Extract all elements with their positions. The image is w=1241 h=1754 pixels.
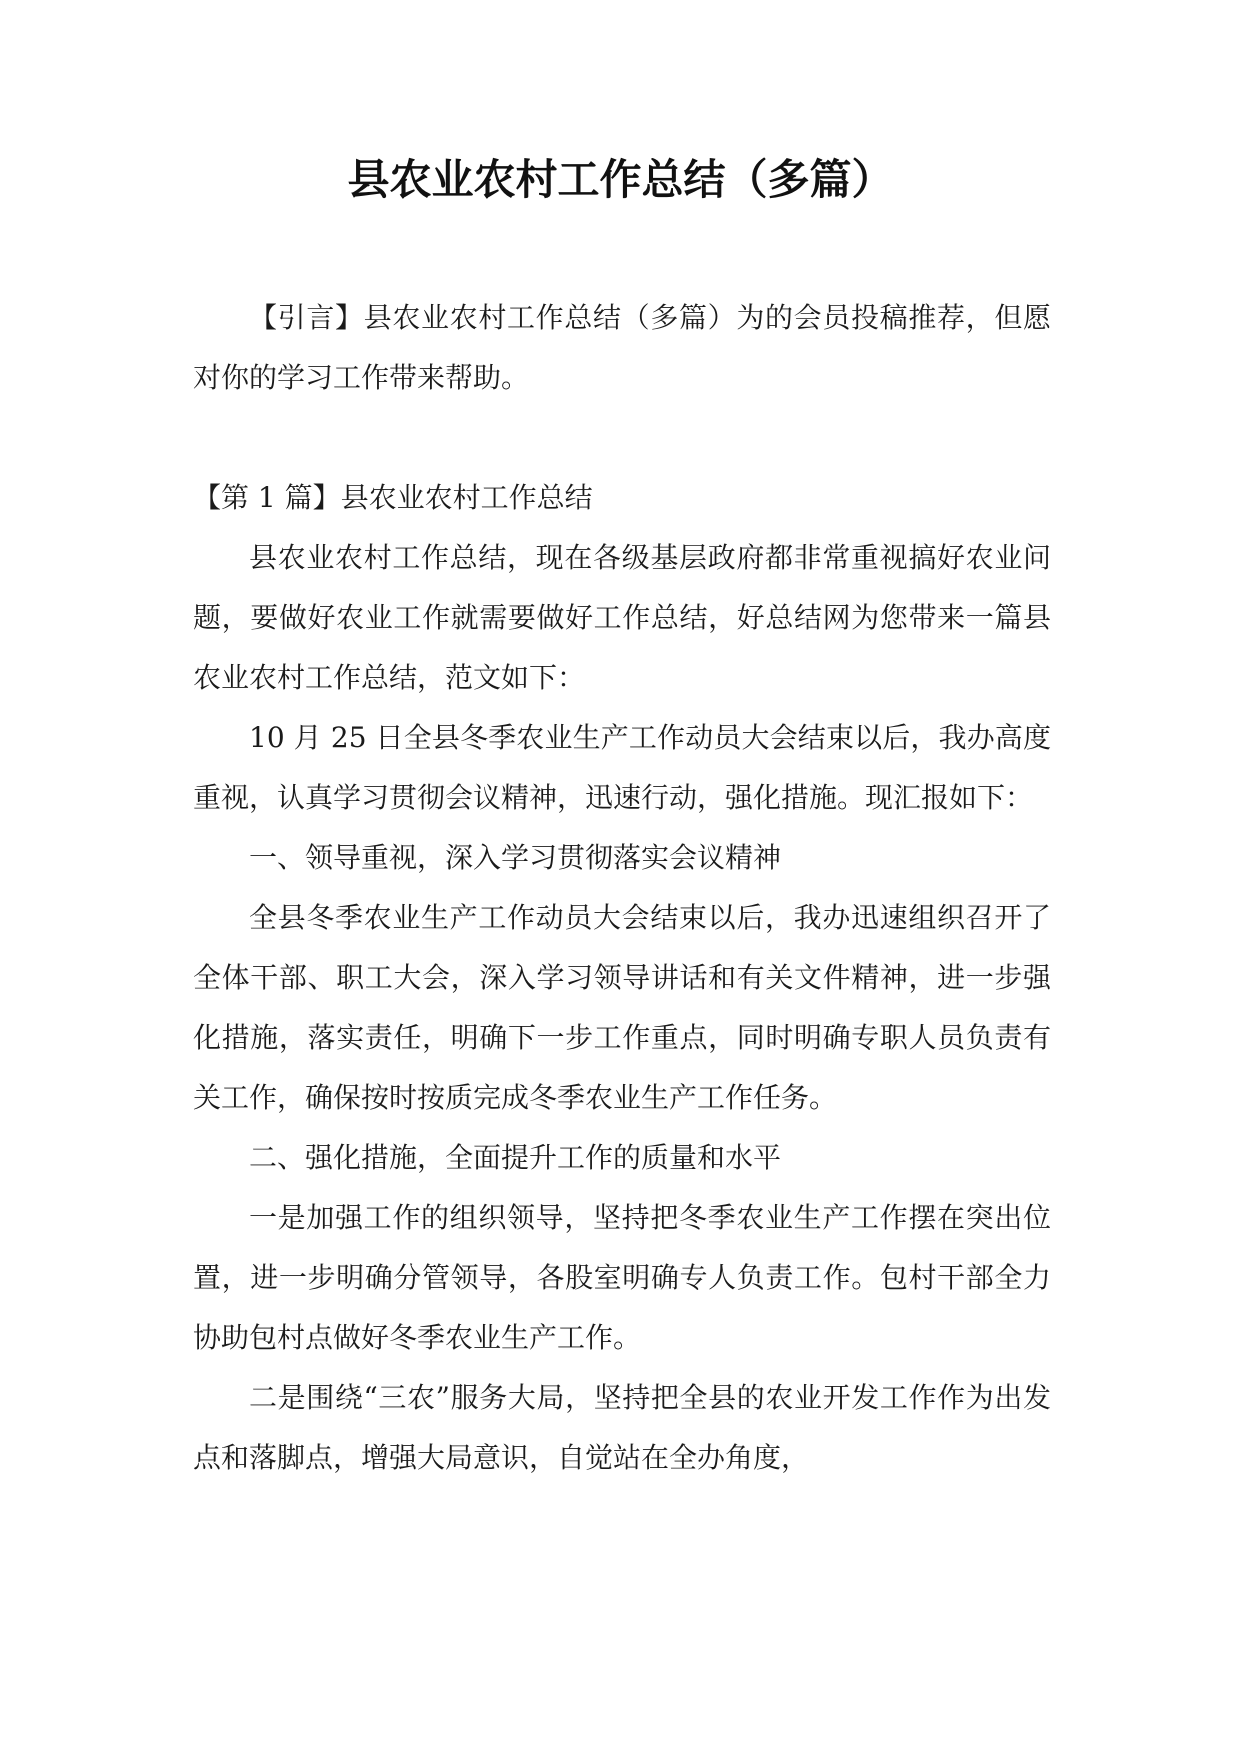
- body-paragraph-3: 全县冬季农业生产工作动员大会结束以后，我办迅速组织召开了全体干部、职工大会，深入学习领导讲话和有关文件精神，进一步强化措施，落实责任，明确下一步工作重点，同时明确专职人员负责有关工作，确保按时按质完成冬季农业生产工作任务。: [193, 901, 1051, 1114]
- subheading-1: 一、领导重视，深入学习贯彻落实会议精神: [249, 841, 782, 874]
- body-paragraph-1: 县农业农村工作总结，现在各级基层政府都非常重视搞好农业问题，要做好农业工作就需要做好工作总结，好总结网为您带来一篇县农业农村工作总结，范文如下：: [193, 541, 1051, 694]
- body-paragraph-4: 一是加强工作的组织领导，坚持把冬季农业生产工作摆在突出位置，进一步明确分管领导，各股室明确专人负责工作。包村干部全力协助包村点做好冬季农业生产工作。: [193, 1201, 1051, 1354]
- spacer: [193, 408, 1051, 468]
- document-title: 县农业农村工作总结（多篇）: [347, 155, 894, 204]
- subheading-2: 二、强化措施，全面提升工作的质量和水平: [249, 1141, 782, 1174]
- intro-paragraph: 【引言】县农业农村工作总结（多篇）为的会员投稿推荐，但愿对你的学习工作带来帮助。: [193, 301, 1051, 394]
- section-heading: 【第 1 篇】县农业农村工作总结: [193, 481, 593, 514]
- body-paragraph-2: 10 月 25 日全县冬季农业生产工作动员大会结束以后，我办高度重视，认真学习贯彻会议精神，迅速行动，强化措施。现汇报如下：: [193, 721, 1051, 814]
- body-paragraph-5: 二是围绕“三农”服务大局，坚持把全县的农业开发工作作为出发点和落脚点，增强大局意识，自觉站在全办角度，: [193, 1381, 1051, 1474]
- document-body: [193, 288, 1051, 1488]
